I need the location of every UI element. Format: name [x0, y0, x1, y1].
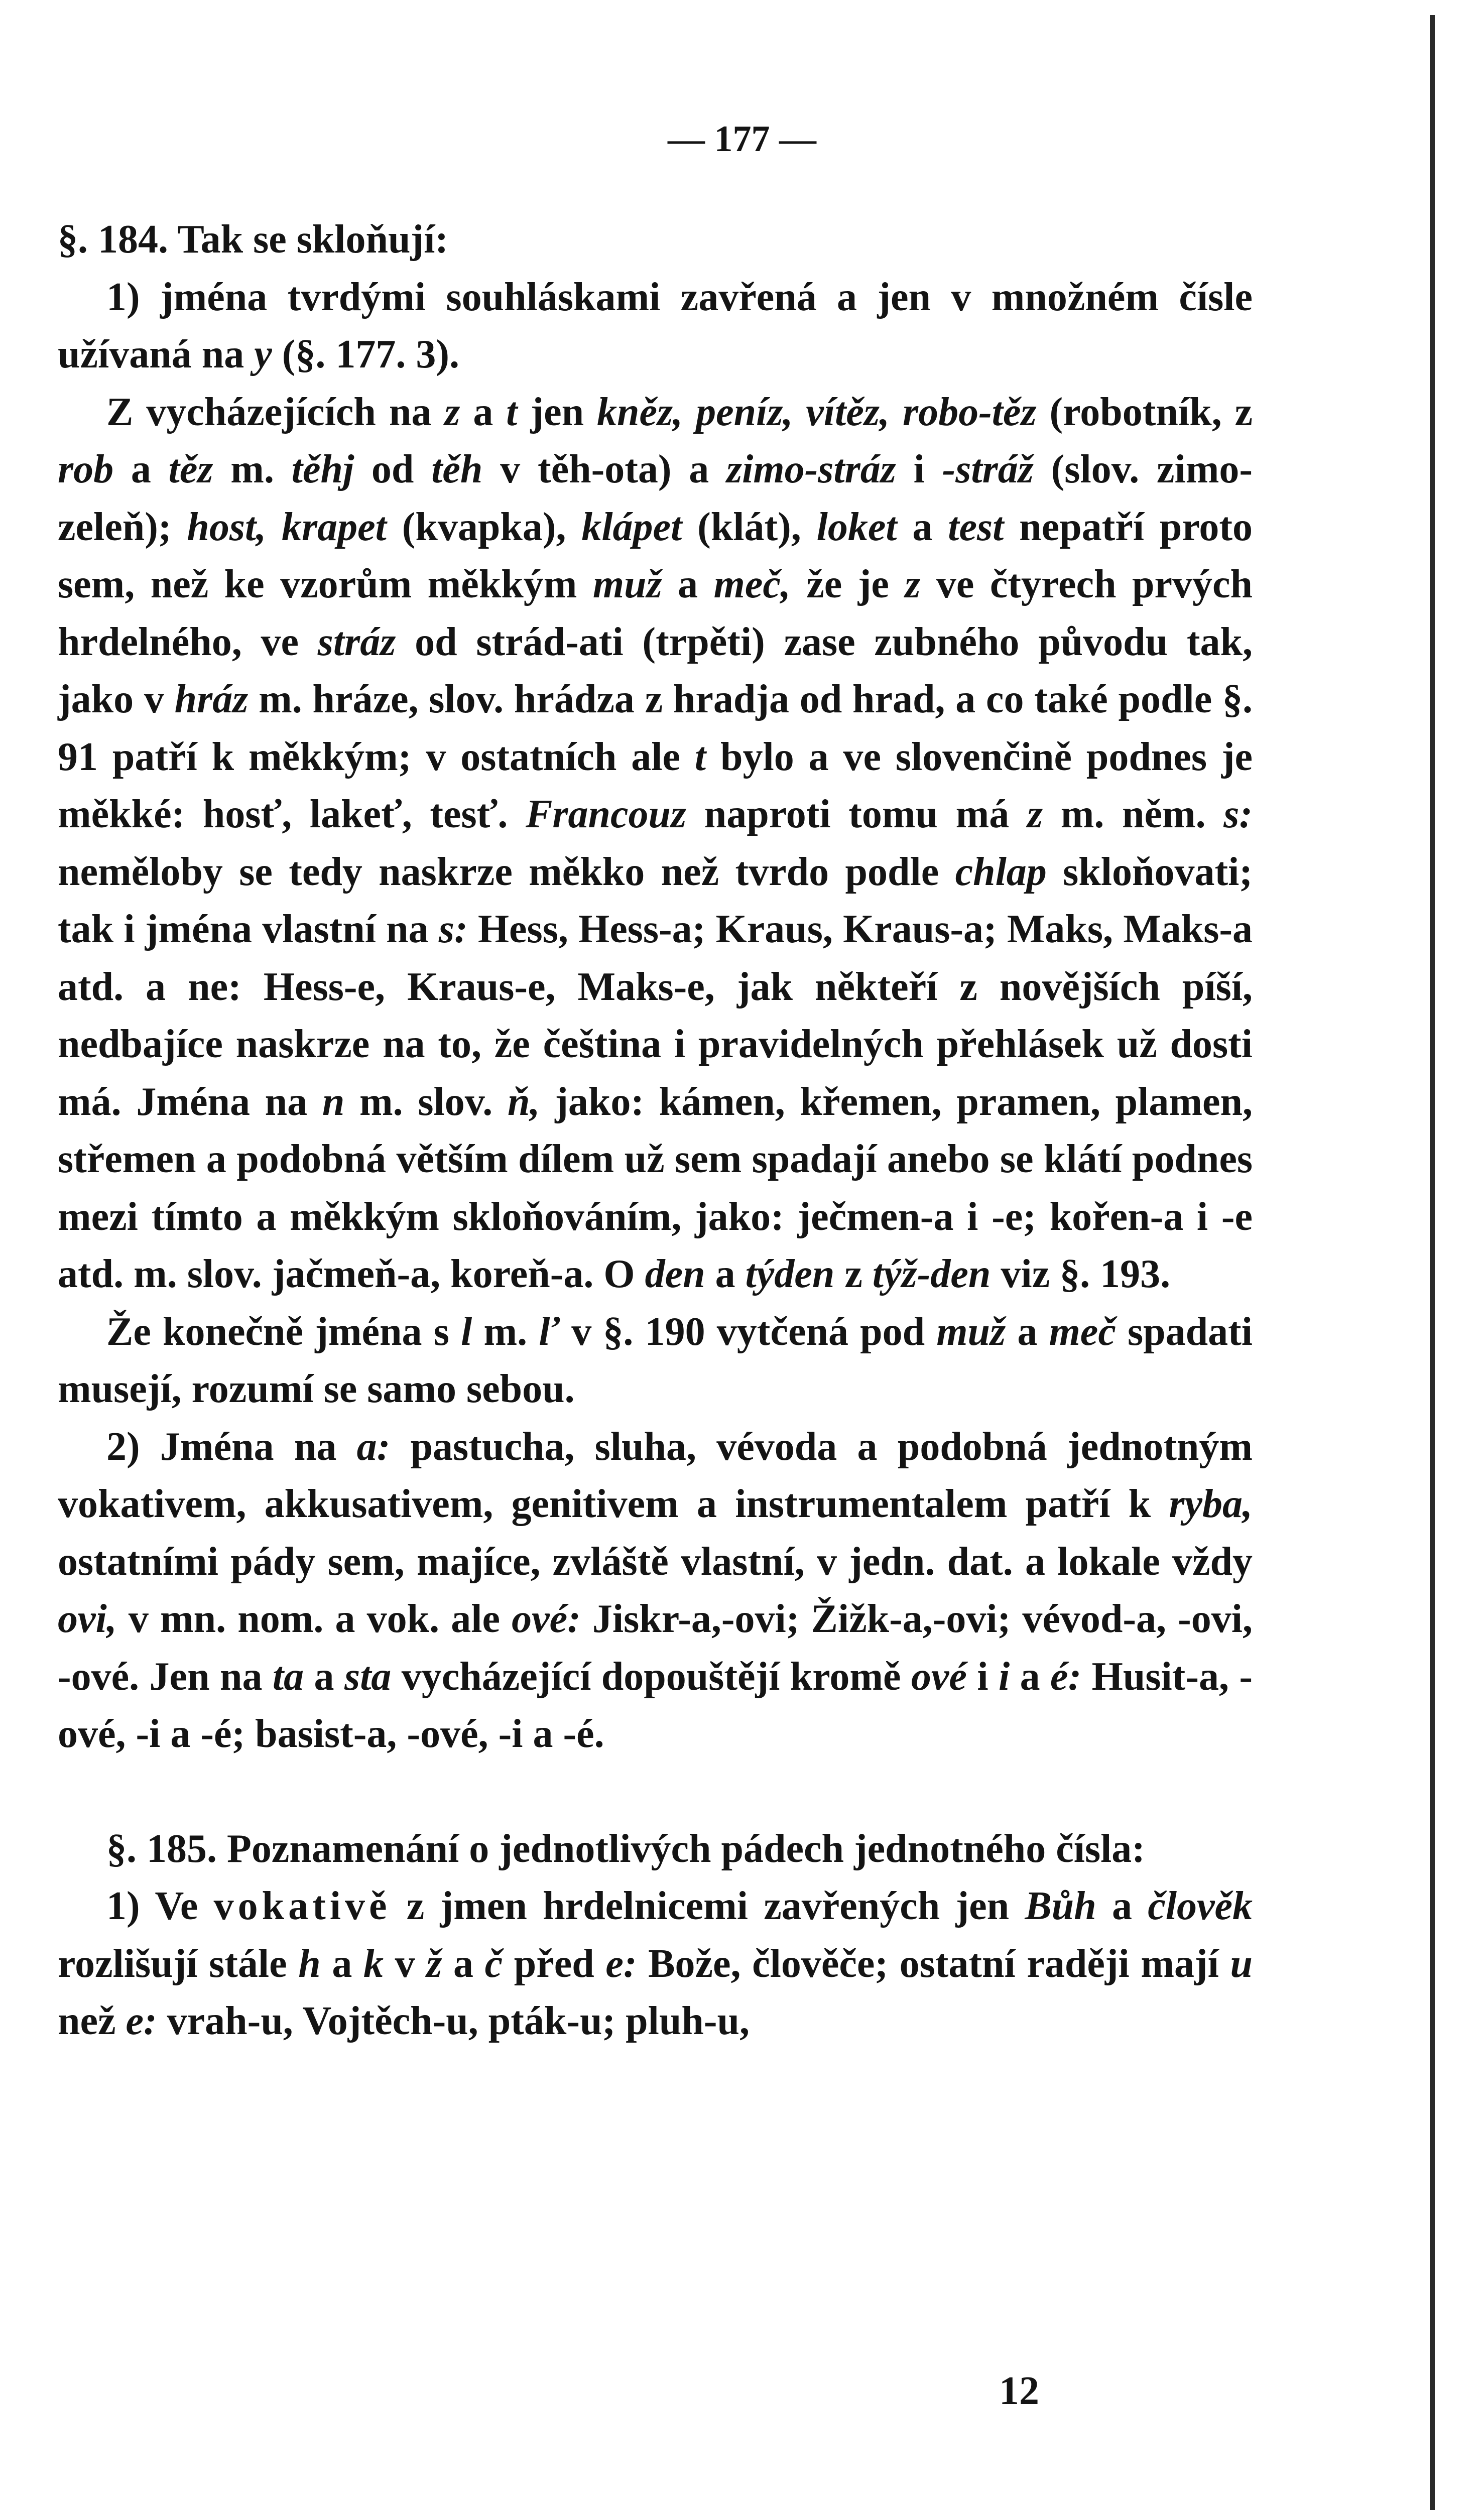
section-185-heading: §. 185. Poznamenání o jednotlivých pádech jednotného čísla:: [106, 1826, 1145, 1871]
page-edge: [1430, 15, 1435, 2510]
paragraph: 2) Jména na a: pastucha, sluha, vévoda a podobná jednotným vokativem, akkusativem, genitivem a instrumentalem patří k ryba, ostatními pády sem, majíce, zvláště vlastní, v jedn. dat. a lokale vždy ovi, v mn. nom. a vok. ale ové: Jiskr-a,-ovi; Žižk-a,-ovi; vévod-a, -ovi, -ové. Jen na ta a sta vycházející dopouštějí kromě ové i i a é: Husit-a, -ové, -i a -é; basist-a, -ové, -i a -é.: [58, 1424, 1253, 1756]
section-184-heading: §. 184. Tak se skloňují:: [58, 217, 449, 262]
page-number: — 177 —: [668, 118, 816, 160]
paragraph: Že konečně jména s l m. ľ v §. 190 vytčená pod muž a meč spadati musejí, rozumí se samo sebou.: [58, 1309, 1253, 1411]
paragraph: Z vycházejících na z a t jen kněz, peníz, vítěz, robo-těz (robotník, z rob a těz m. těhj od těh v těh-ota) a zimo-stráz i -stráž (slov. zimo-zeleň); host, krapet (kvapka), klápet (klát), loket a test nepatří proto sem, než ke vzorům měkkým muž a meč, že je z ve čtyrech prvých hrdelného, ve stráz od strád-ati (trpěti) zase zubného původu tak, jako v hráz m. hráze, slov. hrádza z hradja od hrad, a co také podle §. 91 patří k měkkým; v ostatních ale t bylo a ve slovenčině podnes je měkké: hosť, lakeť, tesť. Francouz naproti tomu má z m. něm. s: neměloby se tedy naskrze měkko než tvrdo podle chlap skloňovati; tak i jména vlastní na s: Hess, Hess-a; Kraus, Kraus-a; Maks, Maks-a atd. a ne: Hess-e, Kraus-e, Maks-e, jak někteří z novějších píší, nedbajíce naskrze na to, že čeština i pravidelných přehlásek už dosti má. Jména na n m. slov. ň, jako: kámen, křemen, pramen, plamen, střemen a podobná větším dílem už sem spadají anebo se klátí podnes mezi tímto a měkkým skloňováním, jako: ječmen-a i -e; kořen-a i -e atd. m. slov. jačmeň-a, koreň-a. O den a týden z týž-den viz §. 193.: [58, 390, 1253, 1296]
body-text: [58, 211, 1253, 2050]
signature-mark: 12: [999, 2369, 1039, 2413]
paragraph: 1) jména tvrdými souhláskami zavřená a jen v množném čísle užívaná na y (§. 177. 3).: [58, 275, 1253, 376]
paragraph: 1) Ve vokativě z jmen hrdelnicemi zavřených jen Bůh a člověk rozlišují stále h a k v ž a č před e: Bože, člověče; ostatní raději mají u než e: vrah-u, Vojtěch-u, pták-u; pluh-u,: [58, 1884, 1253, 2043]
